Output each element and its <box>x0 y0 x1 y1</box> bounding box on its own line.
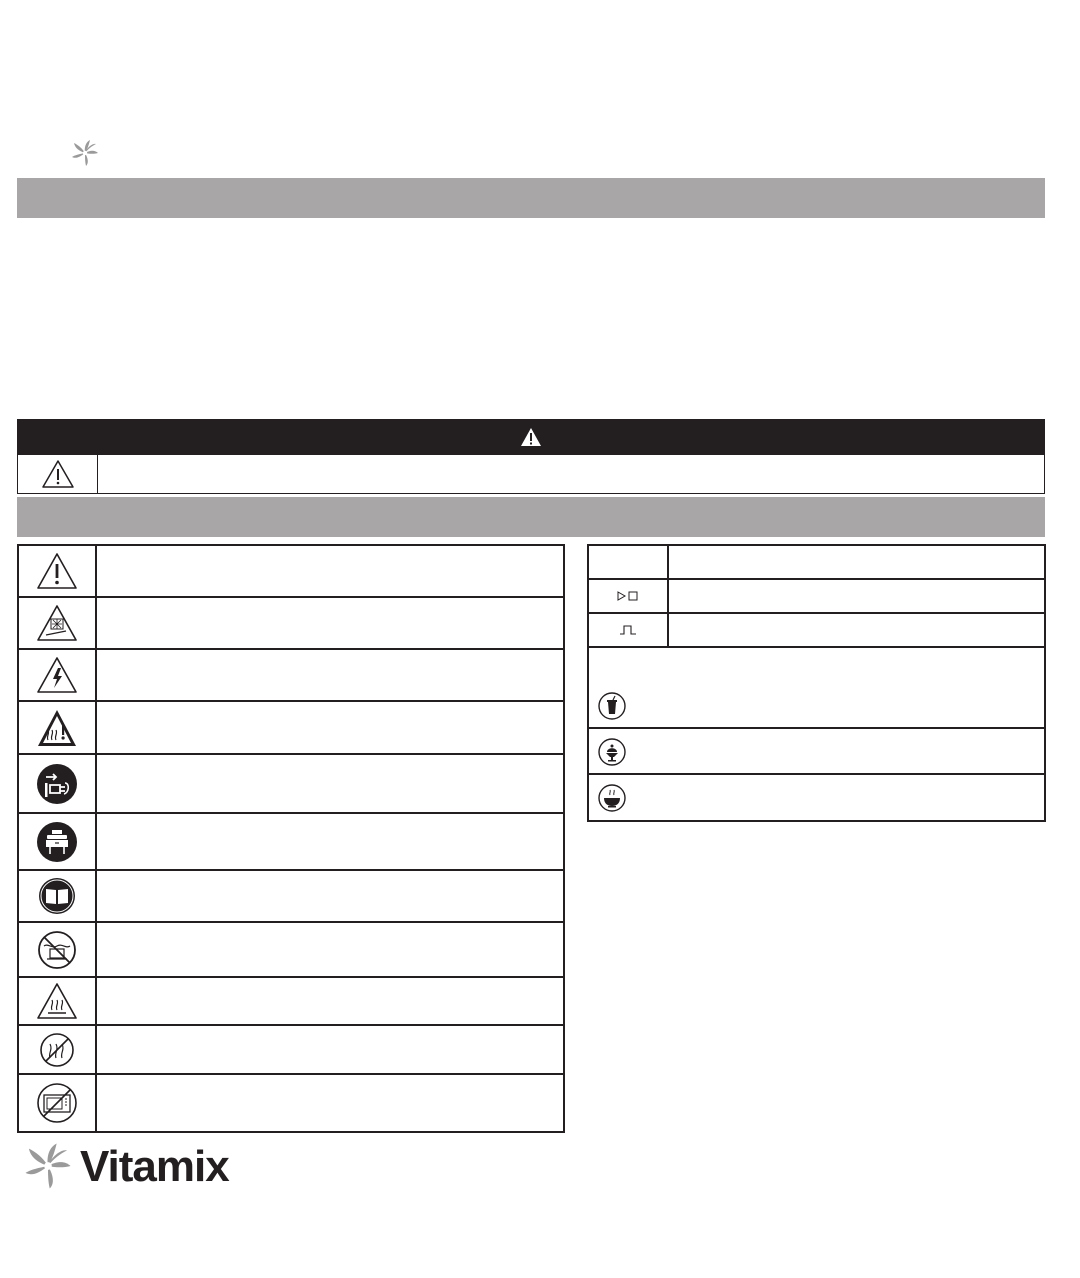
table-row <box>18 545 564 597</box>
electric-shock-icon <box>36 656 78 694</box>
table-row <box>588 613 1045 647</box>
table-row <box>18 701 564 754</box>
description-cell <box>96 813 564 870</box>
control-symbols-table <box>587 544 1046 822</box>
blank-icon-cell <box>588 545 668 579</box>
unplug-before-service-icon <box>36 763 78 805</box>
brand-logo <box>22 1140 262 1196</box>
warning-row <box>17 454 1045 494</box>
read-manual-icon <box>38 877 76 915</box>
no-microwave-icon <box>36 1082 78 1124</box>
table-row <box>18 649 564 701</box>
section-header-bar <box>17 497 1045 537</box>
frozen-dessert-icon <box>598 738 626 766</box>
do-not-immerse-icon <box>37 930 77 970</box>
hot-soup-icon <box>598 784 626 812</box>
program-cell <box>588 774 1045 821</box>
pulse-icon <box>619 624 637 636</box>
general-warning-triangle-icon <box>36 552 78 590</box>
description-cell <box>96 754 564 813</box>
table-row <box>588 545 1045 579</box>
smoothie-icon <box>598 692 626 720</box>
warning-triangle-icon <box>41 459 75 489</box>
description-cell <box>96 545 564 597</box>
warning-icon-cell <box>18 455 98 493</box>
start-stop-icon <box>616 590 640 602</box>
table-row <box>18 1025 564 1074</box>
table-row <box>18 1074 564 1132</box>
description-cell <box>96 701 564 754</box>
program-cell <box>588 647 1045 728</box>
vitamix-swirl-icon <box>70 138 100 168</box>
table-row <box>588 647 1045 728</box>
program-cell <box>588 728 1045 774</box>
hot-surface-steam-icon <box>36 708 78 748</box>
table-row <box>18 870 564 922</box>
table-row <box>588 579 1045 613</box>
description-cell <box>96 870 564 922</box>
table-row <box>18 977 564 1025</box>
section-header-bar <box>17 178 1045 218</box>
description-cell <box>96 597 564 649</box>
brand-name: Vitamix <box>80 1142 229 1191</box>
table-row <box>18 597 564 649</box>
lid-on-container-icon <box>36 821 78 863</box>
description-cell <box>668 545 1045 579</box>
description-cell <box>96 649 564 701</box>
description-cell <box>96 977 564 1025</box>
description-cell <box>668 613 1045 647</box>
table-row <box>588 774 1045 821</box>
no-hot-liquids-icon <box>38 1031 76 1069</box>
table-row <box>18 922 564 977</box>
table-row <box>588 728 1045 774</box>
description-cell <box>96 922 564 977</box>
description-cell <box>668 579 1045 613</box>
cutting-hazard-icon <box>36 604 78 642</box>
table-row <box>18 754 564 813</box>
warning-triangle-icon <box>520 427 542 447</box>
description-cell <box>96 1074 564 1132</box>
table-row <box>18 813 564 870</box>
vitamix-swirl-icon <box>22 1140 74 1192</box>
safety-symbols-table <box>17 544 565 1133</box>
description-cell <box>96 1025 564 1074</box>
warning-header <box>17 419 1045 454</box>
hot-surface-icon <box>36 982 78 1020</box>
